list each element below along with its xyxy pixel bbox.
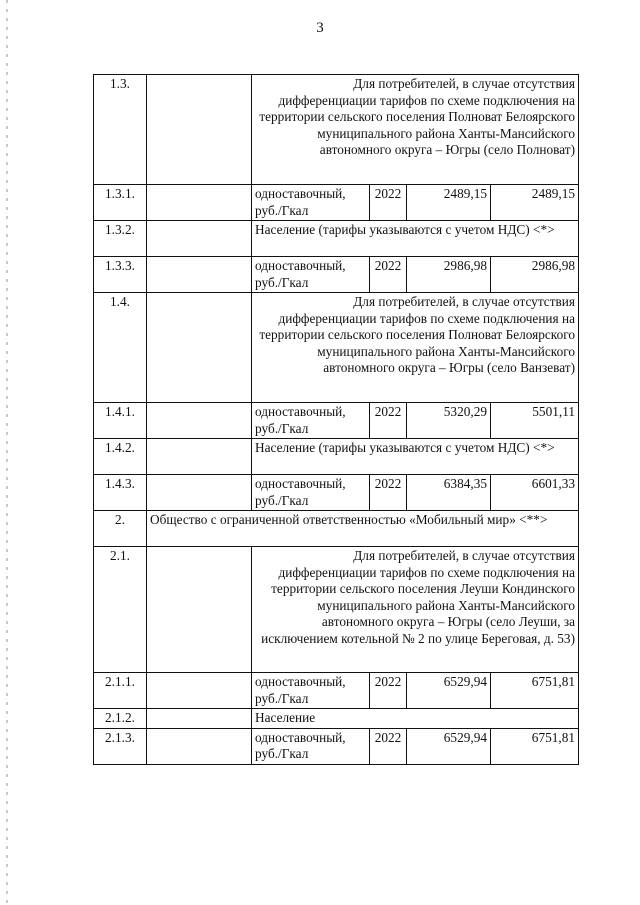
organization-name: Общество с ограниченной ответственностью «Мобильный мир» <**>	[147, 511, 579, 547]
empty-cell	[147, 439, 252, 475]
unit-cell: одноставочный, руб./Гкал	[252, 257, 370, 293]
tariff-value-1: 2986,98	[407, 257, 491, 293]
tariff-value-2: 6751,81	[491, 728, 579, 764]
year-cell: 2022	[370, 728, 407, 764]
tariff-value-1: 6529,94	[407, 728, 491, 764]
row-number: 1.3.2.	[94, 221, 147, 257]
row-number: 1.3.1.	[94, 185, 147, 221]
section-description: Для потребителей, в случае отсутствия дифференциации тарифов по схеме подключения на территории сельского поселения Леуши Кондинского муниципального района Ханты-Мансийского автономного округа – Югры (село Леуши, за исключением котельной № 2 по улице Береговая, д. 53)	[252, 547, 579, 673]
tariff-value-1: 6529,94	[407, 673, 491, 709]
page-number: 3	[316, 20, 324, 36]
tariff-value-2: 2489,15	[491, 185, 579, 221]
table-row	[94, 547, 579, 673]
row-number: 2.1.	[94, 547, 147, 673]
section-description: Для потребителей, в случае отсутствия дифференциации тарифов по схеме подключения на территории сельского поселения Полноват Белоярского муниципального района Ханты-Мансийского автономного округа – Югры (село Ванзеват)	[252, 293, 579, 403]
table-row	[94, 475, 579, 511]
table-row	[94, 75, 579, 185]
tariff-value-1: 6384,35	[407, 475, 491, 511]
tariff-value-2: 6601,33	[491, 475, 579, 511]
table-row	[94, 511, 579, 547]
tariff-value-2: 5501,11	[491, 403, 579, 439]
unit-cell: одноставочный, руб./Гкал	[252, 728, 370, 764]
year-cell: 2022	[370, 475, 407, 511]
row-number: 1.4.2.	[94, 439, 147, 475]
year-cell: 2022	[370, 185, 407, 221]
unit-cell: одноставочный, руб./Гкал	[252, 673, 370, 709]
row-number: 2.1.1.	[94, 673, 147, 709]
empty-cell	[147, 185, 252, 221]
table-row	[94, 257, 579, 293]
empty-cell	[147, 673, 252, 709]
empty-cell	[147, 728, 252, 764]
table-row	[94, 221, 579, 257]
row-number: 1.4.1.	[94, 403, 147, 439]
table-row	[94, 293, 579, 403]
row-number: 1.4.3.	[94, 475, 147, 511]
row-number: 1.3.	[94, 75, 147, 185]
unit-cell: одноставочный, руб./Гкал	[252, 475, 370, 511]
empty-cell	[147, 709, 252, 729]
table-row	[94, 403, 579, 439]
empty-cell	[147, 475, 252, 511]
table-row	[94, 439, 579, 475]
empty-cell	[147, 547, 252, 673]
row-number: 2.1.3.	[94, 728, 147, 764]
group-label: Население	[252, 709, 579, 729]
unit-cell: одноставочный, руб./Гкал	[252, 185, 370, 221]
tariff-value-2: 2986,98	[491, 257, 579, 293]
row-number: 2.	[94, 511, 147, 547]
table-row	[94, 185, 579, 221]
group-label: Население (тарифы указываются с учетом НДС) <*>	[252, 221, 579, 257]
table-row	[94, 709, 579, 729]
empty-cell	[147, 75, 252, 185]
empty-cell	[147, 293, 252, 403]
empty-cell	[147, 403, 252, 439]
scan-edge-artifact	[6, 0, 8, 905]
table-row	[94, 673, 579, 709]
year-cell: 2022	[370, 673, 407, 709]
tariff-value-1: 5320,29	[407, 403, 491, 439]
tariff-value-2: 6751,81	[491, 673, 579, 709]
tariff-value-1: 2489,15	[407, 185, 491, 221]
table-row	[94, 728, 579, 764]
tariff-table	[93, 74, 579, 765]
group-label: Население (тарифы указываются с учетом НДС) <*>	[252, 439, 579, 475]
year-cell: 2022	[370, 257, 407, 293]
row-number: 1.4.	[94, 293, 147, 403]
section-description: Для потребителей, в случае отсутствия дифференциации тарифов по схеме подключения на территории сельского поселения Полноват Белоярского муниципального района Ханты-Мансийского автономного округа – Югры (село Полноват)	[252, 75, 579, 185]
empty-cell	[147, 221, 252, 257]
year-cell: 2022	[370, 403, 407, 439]
empty-cell	[147, 257, 252, 293]
row-number: 2.1.2.	[94, 709, 147, 729]
unit-cell: одноставочный, руб./Гкал	[252, 403, 370, 439]
row-number: 1.3.3.	[94, 257, 147, 293]
